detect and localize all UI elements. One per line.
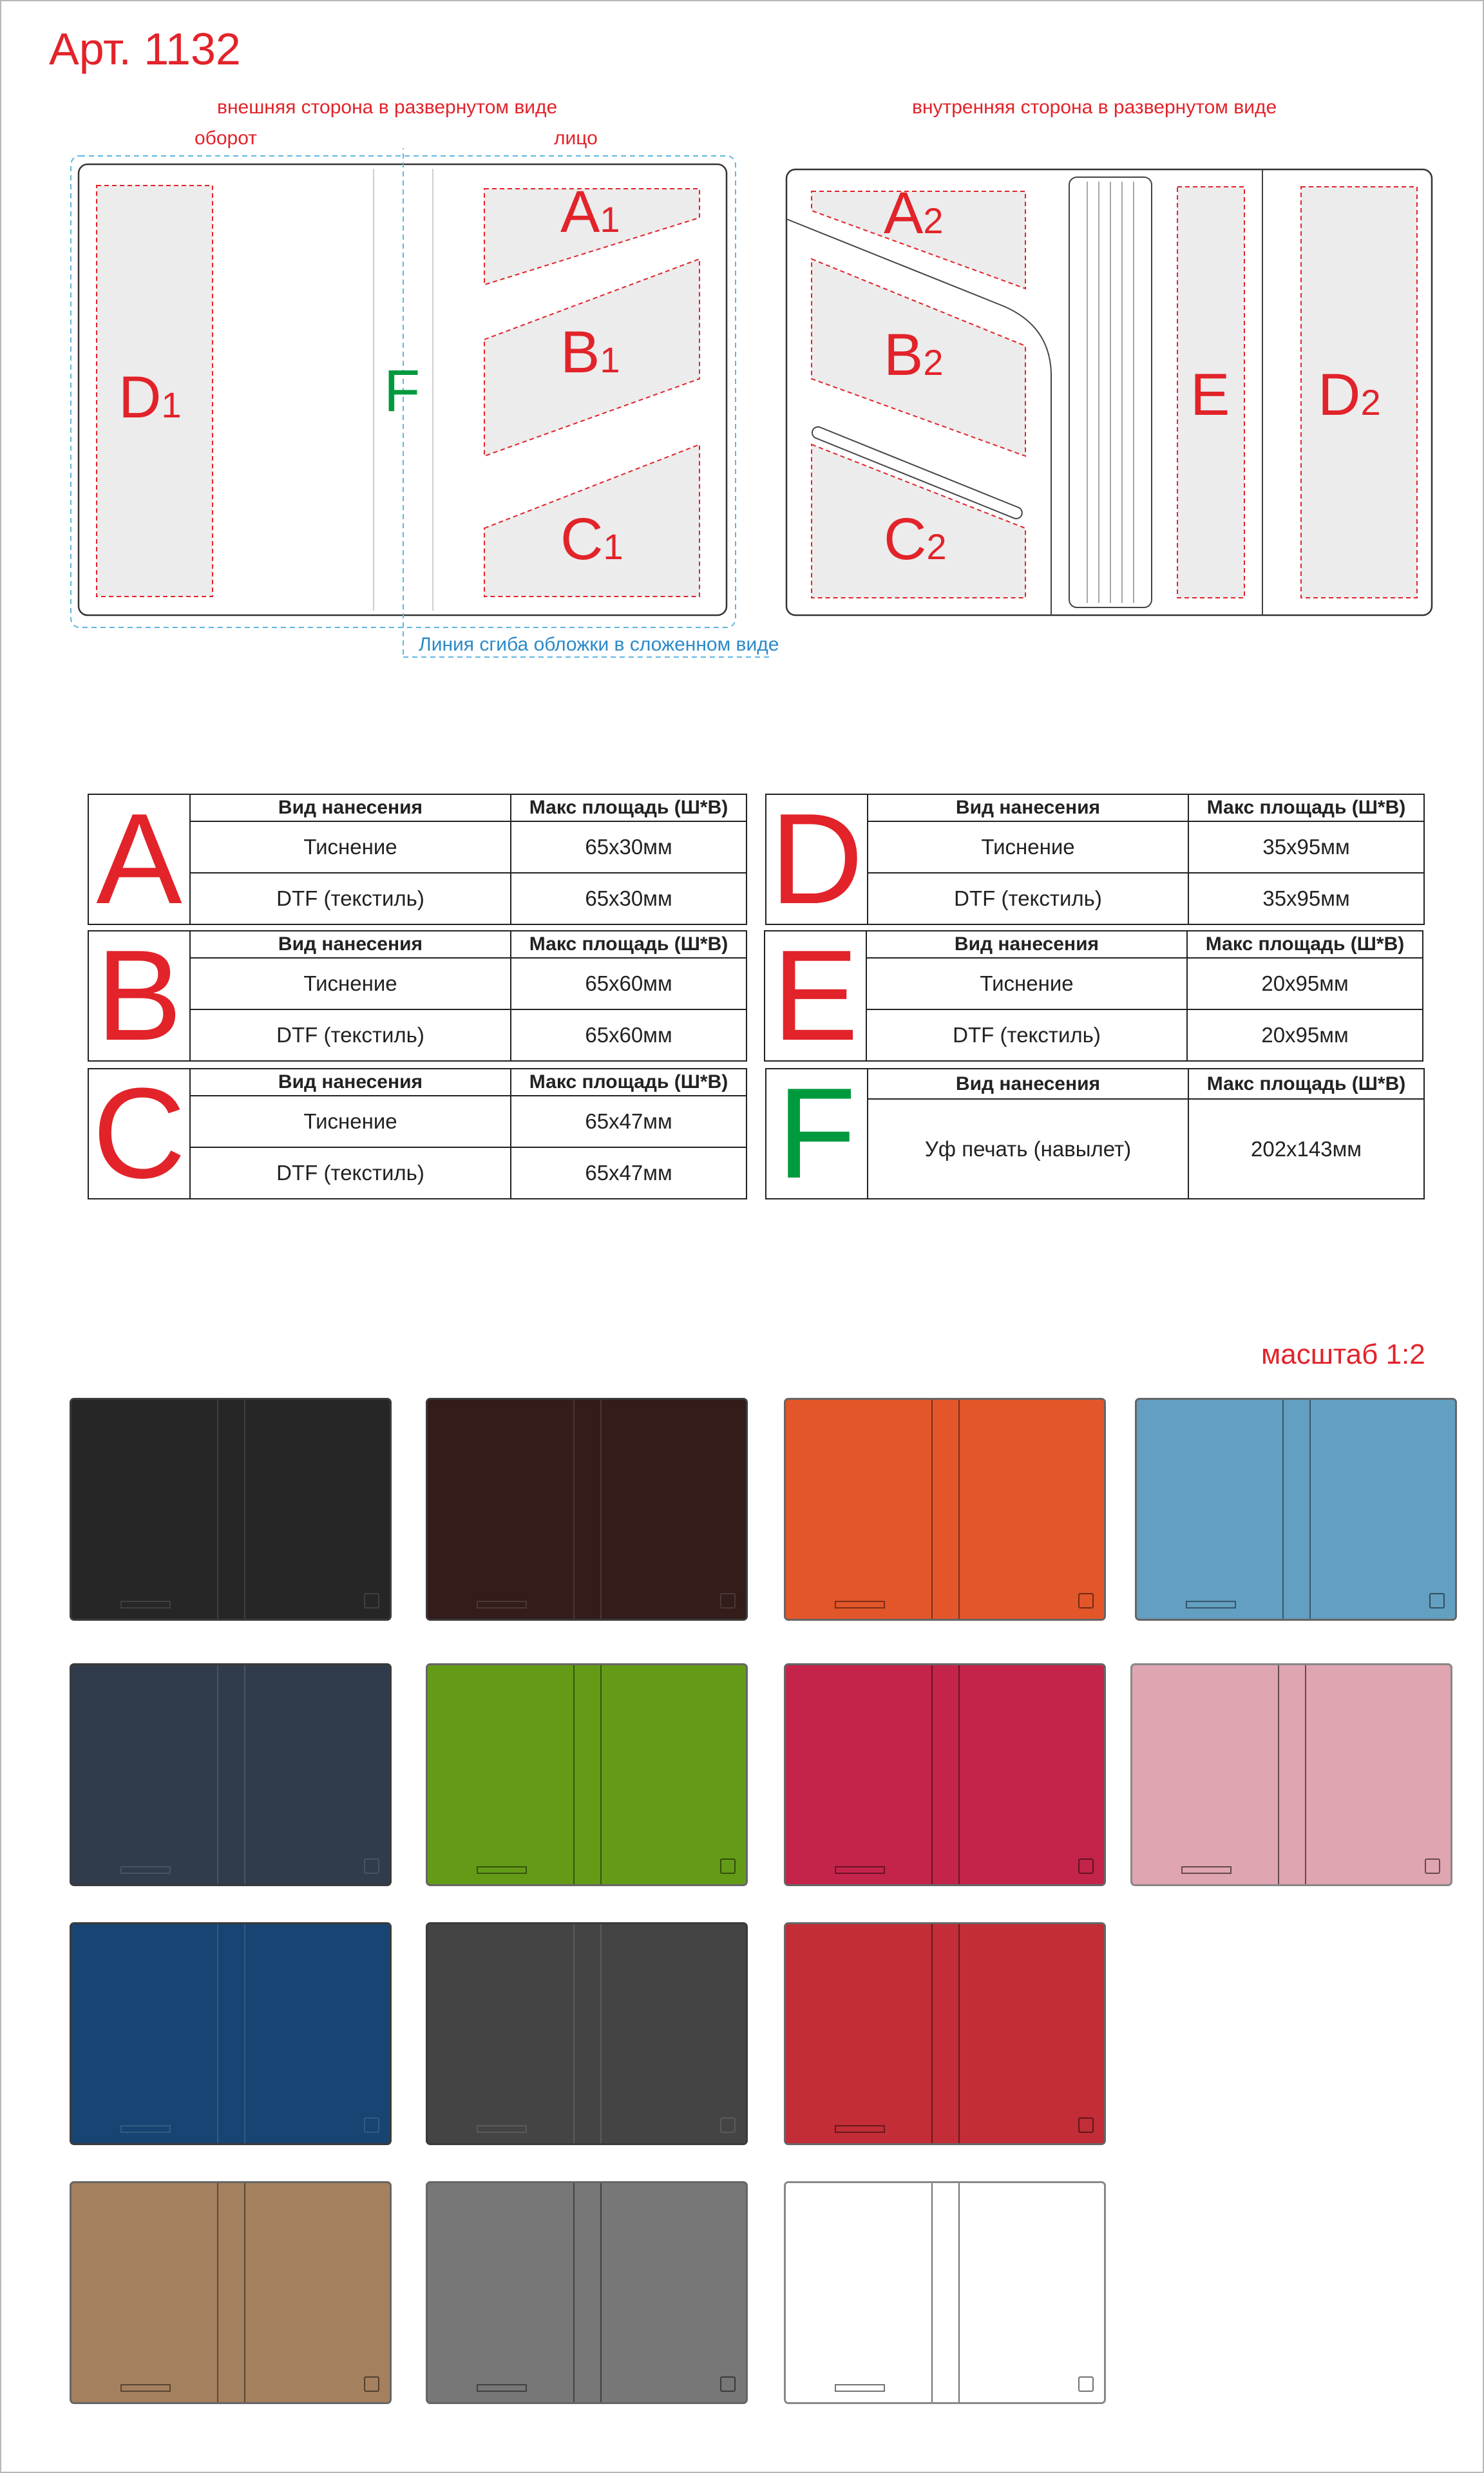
- col-header-area: Макс площадь (Ш*В): [1187, 931, 1423, 958]
- table-cell: 20х95мм: [1187, 1009, 1423, 1061]
- table-cell: 65х30мм: [511, 821, 747, 873]
- table-letter: A: [88, 794, 190, 924]
- spec-table-f: [765, 1062, 1425, 1205]
- color-swatch[interactable]: [70, 2181, 392, 2404]
- col-header-area: Макс площадь (Ш*В): [511, 1069, 747, 1096]
- table-cell: 65х60мм: [511, 958, 747, 1009]
- color-swatch[interactable]: [784, 1398, 1106, 1621]
- table-cell: Тиснение: [866, 958, 1187, 1009]
- table-cell: DTF (текстиль): [866, 1009, 1187, 1061]
- inner-side-caption: внутренняя сторона в развернутом виде: [912, 97, 1277, 118]
- label-c2: C2: [884, 506, 947, 572]
- col-header-area: Макс площадь (Ш*В): [511, 931, 747, 958]
- label-a1: A1: [560, 179, 620, 245]
- table-cell: 35х95мм: [1188, 821, 1424, 873]
- spec-table-e: [764, 924, 1423, 1067]
- col-header-method: Вид нанесения: [190, 1069, 511, 1096]
- label-c1: C1: [560, 506, 623, 572]
- table-letter: E: [765, 931, 866, 1061]
- table-letter: C: [88, 1069, 190, 1199]
- scale-label: масштаб 1:2: [1261, 1339, 1425, 1370]
- outer-side-caption: внешняя сторона в развернутом виде: [217, 97, 558, 118]
- table-cell: DTF (текстиль): [190, 1009, 511, 1061]
- table-cell: DTF (текстиль): [190, 1147, 511, 1199]
- table-cell: Тиснение: [868, 821, 1188, 873]
- table-cell: DTF (текстиль): [190, 873, 511, 924]
- table-letter: F: [766, 1069, 868, 1199]
- spec-table-d: [765, 787, 1425, 931]
- table-cell: 65х47мм: [511, 1147, 747, 1199]
- spec-table-c: [88, 1062, 747, 1205]
- spec-table-a: [88, 787, 747, 931]
- col-header-method: Вид нанесения: [190, 794, 511, 821]
- color-swatch[interactable]: [784, 1922, 1106, 2145]
- col-header-area: Макс площадь (Ш*В): [511, 794, 747, 821]
- table-cell: Тиснение: [190, 821, 511, 873]
- color-swatch[interactable]: [784, 1663, 1106, 1886]
- table-cell: 65х47мм: [511, 1096, 747, 1147]
- table-cell: Тиснение: [190, 1096, 511, 1147]
- color-swatch[interactable]: [426, 1398, 748, 1621]
- outer-side-diagram: [64, 148, 773, 676]
- inner-side-diagram: [779, 161, 1443, 631]
- color-swatch[interactable]: [70, 1663, 392, 1886]
- back-label: оборот: [195, 128, 258, 149]
- col-header-method: Вид нанесения: [868, 1069, 1188, 1099]
- color-swatch[interactable]: [70, 1398, 392, 1621]
- label-d2: D2: [1318, 362, 1381, 428]
- color-swatch[interactable]: [426, 1922, 748, 2145]
- article-number: Арт. 1132: [49, 24, 241, 74]
- front-label: лицо: [554, 128, 598, 149]
- table-cell: Тиснение: [190, 958, 511, 1009]
- color-swatch[interactable]: [426, 2181, 748, 2404]
- col-header-method: Вид нанесения: [868, 794, 1188, 821]
- col-header-method: Вид нанесения: [190, 931, 511, 958]
- label-f: F: [384, 358, 421, 424]
- table-cell: 65х30мм: [511, 873, 747, 924]
- color-swatch[interactable]: [1135, 1398, 1457, 1621]
- label-a2: A2: [884, 180, 944, 246]
- label-b1: B1: [560, 320, 620, 385]
- col-header-area: Макс площадь (Ш*В): [1188, 794, 1424, 821]
- spec-table-b: [88, 924, 747, 1067]
- col-header-area: Макс площадь (Ш*В): [1188, 1069, 1424, 1099]
- table-cell: 202х143мм: [1188, 1099, 1424, 1199]
- table-letter: B: [88, 931, 190, 1061]
- table-cell: 65х60мм: [511, 1009, 747, 1061]
- col-header-method: Вид нанесения: [866, 931, 1187, 958]
- color-swatch[interactable]: [1130, 1663, 1452, 1886]
- table-cell: 20х95мм: [1187, 958, 1423, 1009]
- table-cell: 35х95мм: [1188, 873, 1424, 924]
- fold-line-caption: Линия сгиба обложки в сложенном виде: [419, 634, 779, 655]
- table-letter: D: [766, 794, 868, 924]
- label-b2: B2: [884, 322, 944, 388]
- label-d1: D1: [119, 365, 182, 430]
- color-swatch[interactable]: [426, 1663, 748, 1886]
- table-cell: Уф печать (навылет): [868, 1099, 1188, 1199]
- color-swatch[interactable]: [784, 2181, 1106, 2404]
- table-cell: DTF (текстиль): [868, 873, 1188, 924]
- label-e: E: [1190, 362, 1230, 428]
- color-swatch[interactable]: [70, 1922, 392, 2145]
